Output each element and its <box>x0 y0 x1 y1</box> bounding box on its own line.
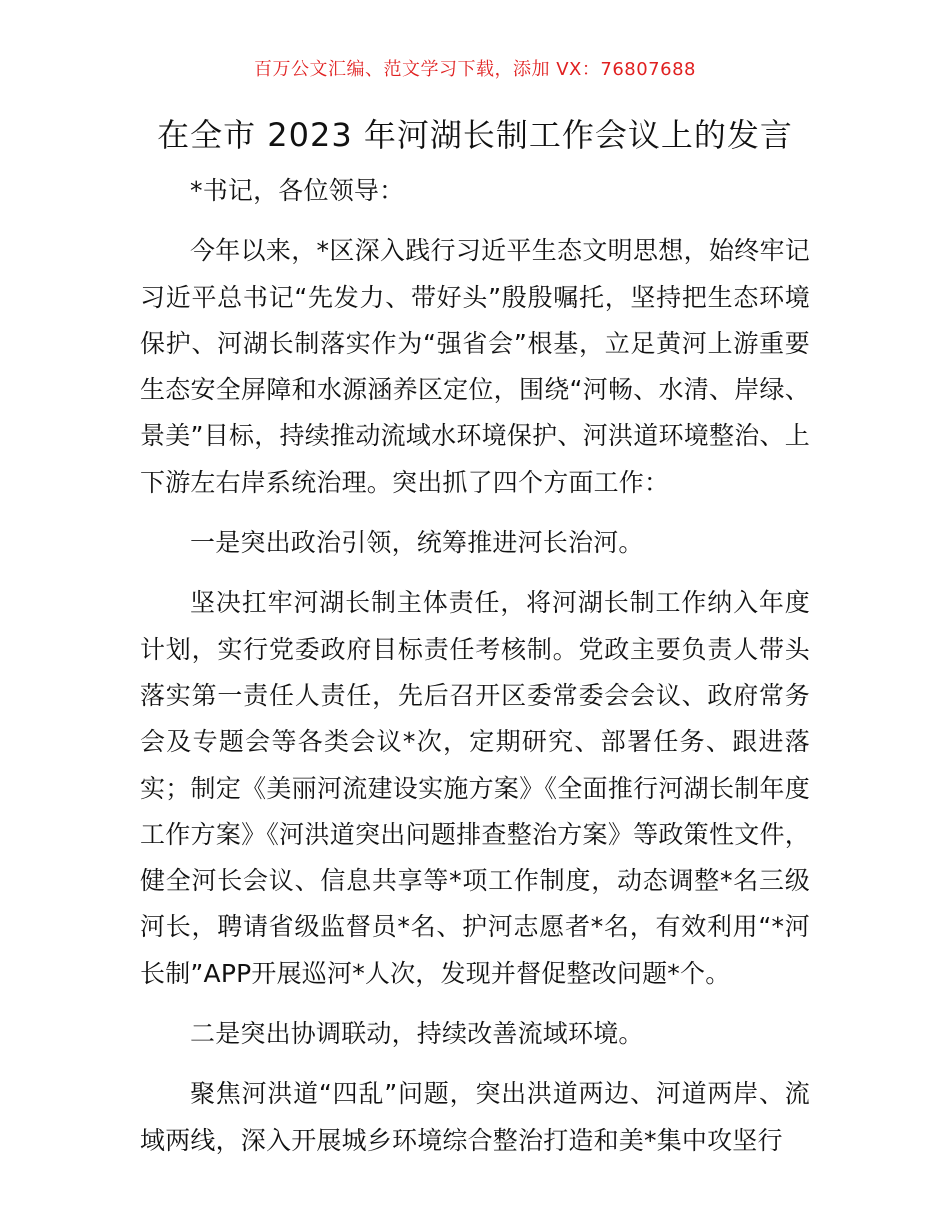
document-body <box>140 168 810 1164</box>
salutation: *书记，各位领导： <box>190 176 405 205</box>
paragraph-intro: 今年以来，*区深入践行习近平生态文明思想，始终牢记习近平总书记“先发力、带好头”殷殷嘱托，坚持把生态环境保护、河湖长制落实作为“强省会”根基，立足黄河上游重要生态安全屏障和水源涵养区定位，围绕“河畅、水清、岸绿、景美”目标，持续推动流域水环境保护、河洪道环境整治、上下游左右岸系统治理。突出抓了四个方面工作： <box>140 236 810 497</box>
page-title: 在全市 2023 年河湖长制工作会议上的发言 <box>157 116 793 154</box>
paragraph-section-2: 聚焦河洪道“四乱”问题，突出洪道两边、河道两岸、流域两线，深入开展城乡环境综合整治打造和美*集中攻坚行 <box>140 1079 810 1155</box>
header-note: 百万公文汇编、范文学习下载，添加 VX：76807688 <box>254 59 696 80</box>
section-heading-2: 二是突出协调联动，持续改善流域环境。 <box>190 1019 644 1049</box>
paragraph-section-1: 坚决扛牢河湖长制主体责任，将河湖长制工作纳入年度计划，实行党委政府目标责任考核制。党政主要负责人带头落实第一责任人责任，先后召开区委常委会会议、政府常务会及专题会等各类会议*次，定期研究、部署任务、跟进落实；制定《美丽河流建设实施方案》《全面推行河湖长制年度工作方案》《河洪道突出问题排查整治方案》等政策性文件，健全河长会议、信息共享等*项工作制度，动态调整*名三级河长，聘请省级监督员*名、护河志愿者*名，有效利用“*河长制”APP开展巡河*人次，发现并督促整改问题*个。 <box>140 588 810 988</box>
section-heading-1: 一是突出政治引领，统筹推进河长治河。 <box>190 528 644 558</box>
